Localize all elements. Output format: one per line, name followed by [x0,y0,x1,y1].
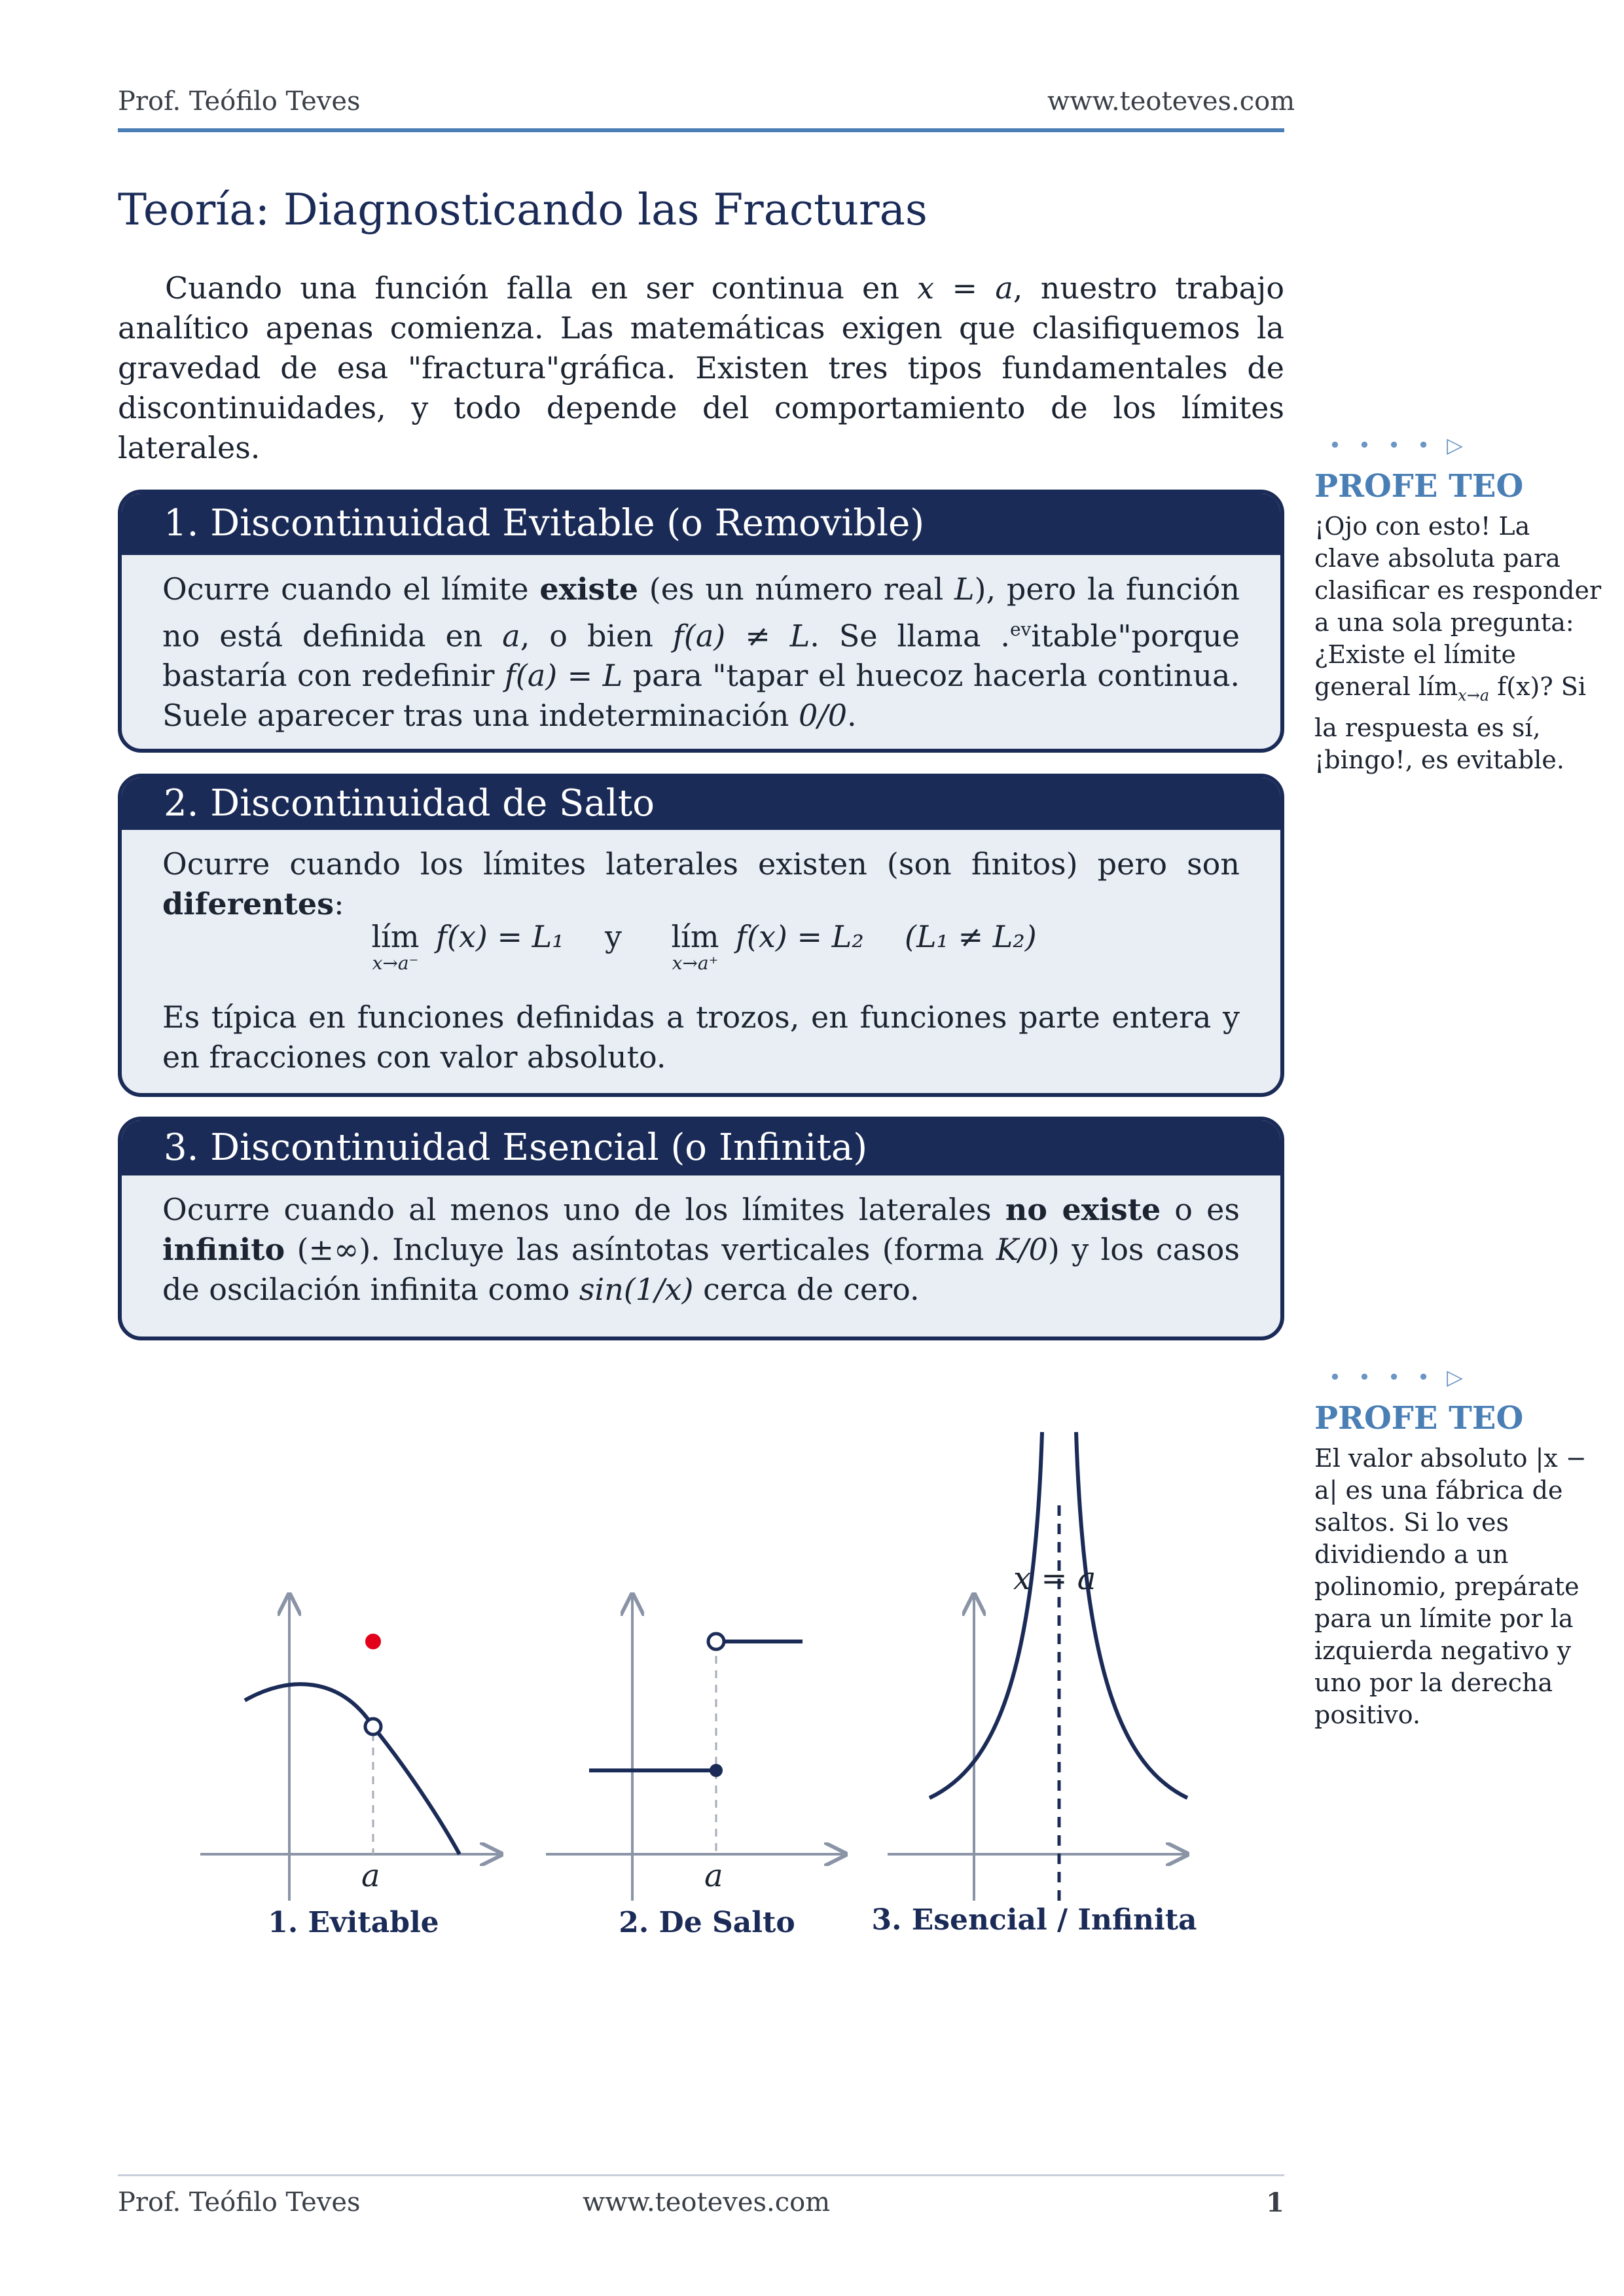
note-2-text: El valor absoluto |x − a| es una fábrica de saltos. Si lo ves dividiendo a un polinomio, prepárate para un límite por la izquierda negativo y uno por la derecha positivo. [1314,1444,1587,1729]
fig2-a-label: a [704,1857,723,1894]
header-author: Prof. Teófilo Teves [118,86,361,117]
fig1-a-label: a [361,1857,380,1894]
fig3-right-branch [1076,1432,1187,1798]
intro-text-1: Cuando una función falla en ser continua en [165,270,918,306]
box-evitable-title: 1. Discontinuidad Evitable (o Removible) [122,493,1280,555]
math-a: a [502,618,520,654]
text: o es [1161,1192,1240,1227]
intro-paragraph [118,268,1284,468]
lim-1-sub: x→a⁻ [372,952,419,974]
text: ), pero la función no está definida en [162,571,1240,654]
header-website[interactable]: www.teoteves.com [1047,86,1295,117]
box-salto-body [122,830,1280,924]
box-esencial [118,1117,1284,1340]
note-arrow-icon: • • • • ▷ [1329,433,1468,457]
fig1-point [365,1634,381,1649]
figure-evitable [200,1597,499,1901]
text: f(x)? Si la respuesta es sí, ¡bingo!, es evitable. [1314,672,1586,774]
note-1-text [1314,511,1602,776]
text: ) y los casos de oscilación infinita como [162,1232,1240,1307]
box-salto [118,774,1284,1097]
box-salto-body-2: Es típica en funciones definidas a trozos, en funciones parte entera y en fracciones con valor absoluto. [162,999,1240,1075]
page-number: 1 [1266,2187,1284,2218]
text: , o bien [520,618,673,654]
text: (es un número real [638,571,954,607]
bold-existe: existe [539,571,638,607]
figure-salto [546,1597,843,1901]
lim-2 [662,919,728,973]
math-fa-neq-L: f(a) ≠ L [672,618,810,654]
footer-website[interactable]: www.teoteves.com [583,2187,831,2217]
fig3-left-branch [929,1432,1042,1798]
text: Ocurre cuando el límite [162,571,540,607]
caption-evitable: 1. Evitable [268,1906,439,1939]
text: itable"porque bastaría con redefinir [162,618,1240,694]
note-1-heading: PROFE TEO [1314,468,1524,505]
lim-1 [363,919,428,973]
page-title: Teoría: Diagnosticando las Fracturas [118,185,928,235]
superscript: ev [1009,619,1032,640]
footer-author: Prof. Teófilo Teves [118,2187,361,2217]
caption-salto: 2. De Salto [619,1906,795,1939]
box-evitable-body [122,555,1280,736]
figure-esencial [888,1432,1187,1901]
discontinuity-figures [0,1407,1284,1950]
fig1-hole [365,1719,381,1734]
lim-2-expr: f(x) = L₂ [736,919,864,954]
lim-word: lím [371,919,420,954]
lim-condition: (L₁ ≠ L₂) [905,919,1037,954]
margin-note-1 [1314,429,1602,776]
bold-infinito: infinito [162,1232,285,1267]
math-L: L [954,571,975,607]
sub: x→a [1458,686,1490,705]
text: para "tapar el huecoz hacerla continua. Suele aparecer tras una indeterminación [162,658,1240,734]
box-esencial-title: 3. Discontinuidad Esencial (o Infinita) [122,1121,1280,1175]
intro-math: x = a [917,270,1013,306]
fig2-filled-point [710,1764,723,1777]
bold-no-existe: no existe [1005,1192,1161,1227]
math-sin: sin(1/x) [579,1272,694,1307]
footer-rule [118,2174,1284,2176]
text: Ocurre cuando los límites laterales existen (son finitos) pero son [162,846,1240,882]
box-esencial-body [122,1175,1280,1310]
intro-text-2: , nuestro trabajo analítico apenas comienza. Las matemáticas exigen que clasifiquemos la gravedad de esa "fractura"gráfica. Existen tres tipos fundamentales de discontinuidades, y todo depende del comportamiento de los límites laterales. [118,270,1285,465]
margin-note-2 [1314,1361,1602,1731]
text: cerca de cero. [693,1272,920,1307]
text: . [846,698,857,734]
fig1-curve [245,1684,460,1854]
box-salto-title: 2. Discontinuidad de Salto [122,778,1280,830]
text: (±∞). Incluye las asíntotas verticales (forma [285,1232,996,1267]
caption-esencial: 3. Esencial / Infinita [871,1903,1197,1937]
text: : [334,886,344,922]
lim-word: lím [671,919,719,954]
header-rule [118,128,1284,132]
and-word: y [605,919,622,954]
text: . Se llama . [810,618,1010,654]
note-arrow-icon: • • • • ▷ [1329,1365,1468,1390]
limits-display [122,919,1280,991]
fig3-asymptote-label: x = a [1013,1560,1096,1597]
box-evitable [118,490,1284,753]
lim-2-sub: x→a⁺ [672,952,719,974]
math-fa-eq-L: f(a) = L [504,658,623,694]
fig2-hole [708,1634,724,1649]
text: Ocurre cuando al menos uno de los límites laterales [162,1192,1005,1227]
math-K0: K/0 [996,1232,1048,1267]
note-2-heading: PROFE TEO [1314,1400,1524,1437]
text: ¡Ojo con esto! La clave absoluta para clasificar es responder a una sola pregunta: ¿Existe el límite general lím [1314,512,1602,701]
bold-diferentes: diferentes [162,886,334,922]
lim-1-expr: f(x) = L₁ [436,919,564,954]
math-0-0: 0/0 [798,698,847,734]
